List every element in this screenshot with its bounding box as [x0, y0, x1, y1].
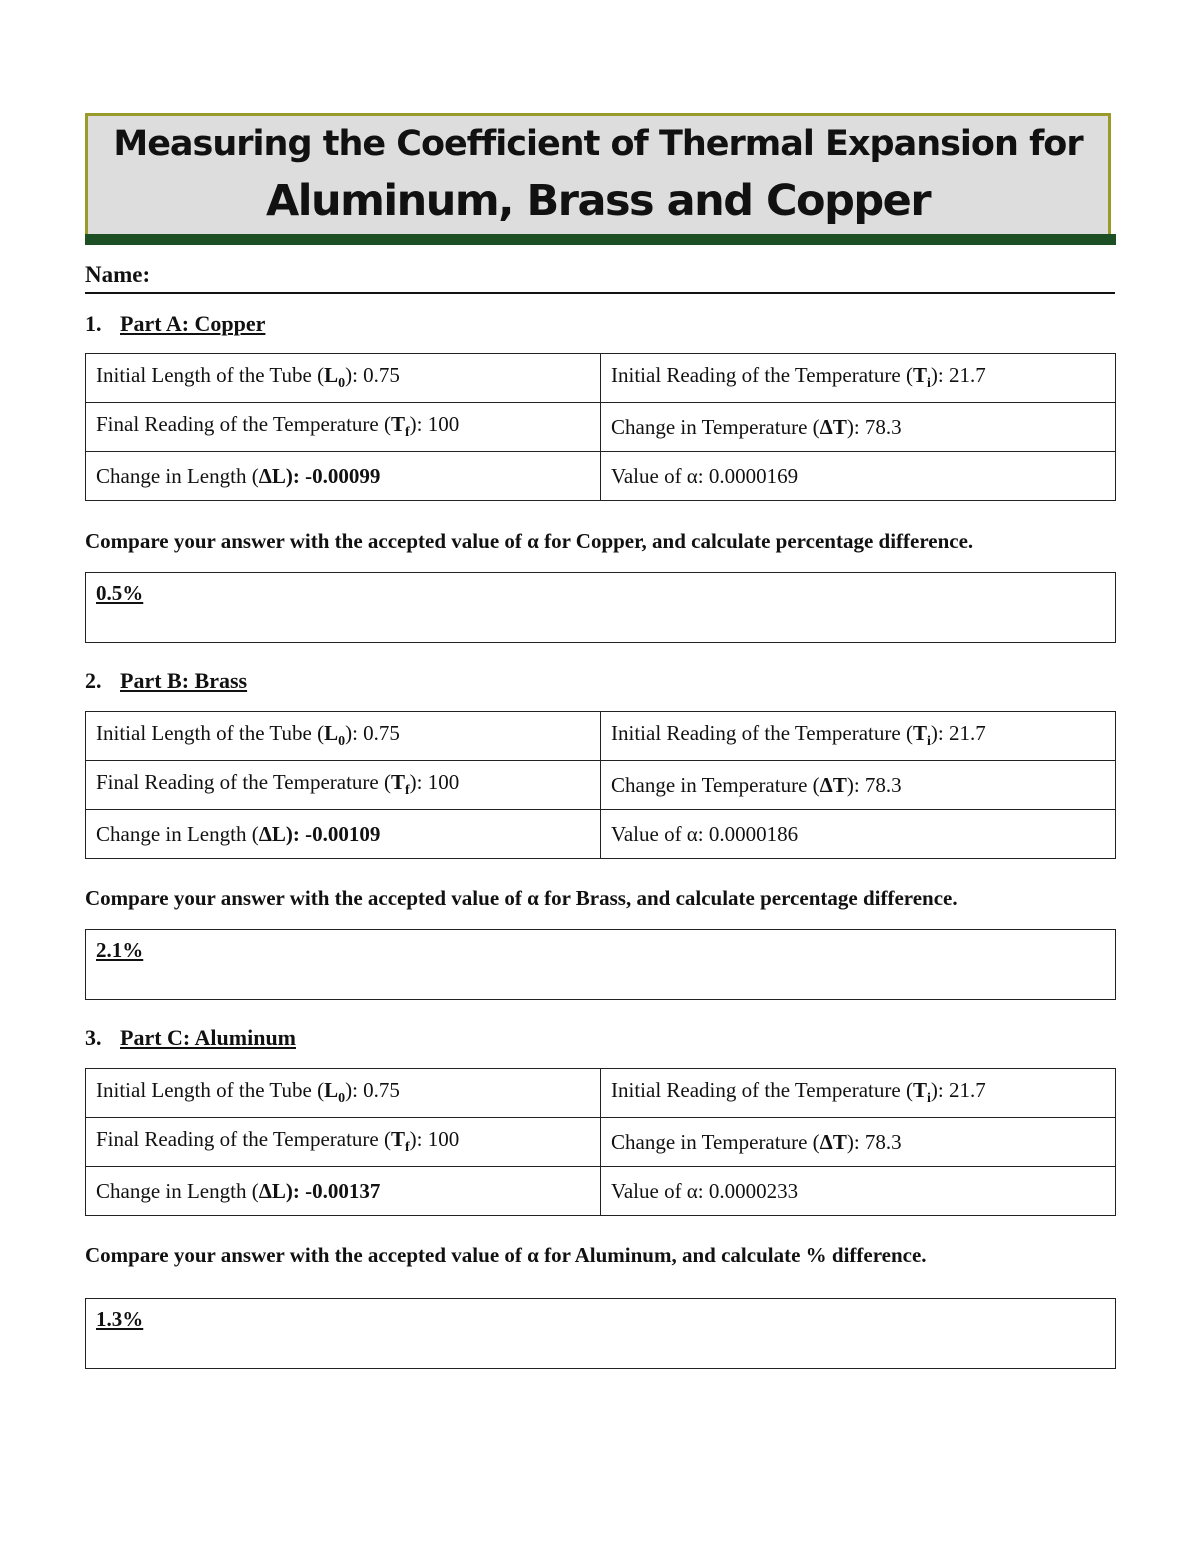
initial-temp-cell: Initial Reading of the Temperature $(T_i)$: 21.7	[601, 354, 1116, 403]
part-a-heading	[85, 311, 265, 337]
final-temp-cell: Final Reading of the Temperature $(T_f)$: 100	[86, 761, 601, 810]
alpha-cell: Value of α: 0.0000233	[601, 1167, 1116, 1216]
alpha-value: 0.0000169	[708, 463, 799, 488]
initial-temp-value: 21.7	[948, 721, 986, 746]
change-temp-cell: Change in Temperature (ΔT): 78.3	[601, 403, 1116, 452]
name-field[interactable]	[85, 262, 1115, 294]
part-title: Part A: Copper	[120, 311, 266, 336]
change-length-cell: Change in Length (ΔL): -0.00099	[86, 452, 601, 501]
change-temp-cell: Change in Temperature (ΔT): 78.3	[601, 1118, 1116, 1167]
initial-length-cell: Initial Length of the Tube $(L_0)$: 0.75	[86, 354, 601, 403]
part-c-table	[85, 1068, 1116, 1216]
change-length-cell: Change in Length (ΔL): -0.00109	[86, 810, 601, 859]
final-temp-value: 100	[427, 770, 460, 795]
change-length-cell: Change in Length (ΔL): -0.00137	[86, 1167, 601, 1216]
part-b-table	[85, 711, 1116, 859]
change-temp-value: 78.3	[864, 772, 902, 797]
table-row	[86, 403, 1116, 452]
title-line-2: Aluminum, Brass and Copper	[265, 176, 931, 226]
part-number: 3.	[85, 1025, 102, 1050]
initial-length-value: 0.75	[363, 363, 400, 388]
part-number: 1.	[85, 311, 102, 336]
final-temp-value: 100	[427, 1127, 460, 1152]
part-b-heading	[85, 668, 247, 694]
initial-length-value: 0.75	[363, 1078, 400, 1103]
alpha-cell: Value of α: 0.0000186	[601, 810, 1116, 859]
change-length-value: -0.00099	[305, 463, 381, 488]
table-row	[86, 354, 1116, 403]
title-line-1: Measuring the Coefficient of Thermal Expansion for	[113, 124, 1083, 164]
part-c-compare-prompt: Compare your answer with the accepted value of α for Aluminum, and calculate % difference.	[85, 1243, 927, 1267]
initial-temp-value: 21.7	[948, 363, 986, 388]
part-c-answer-box[interactable]	[85, 1298, 1116, 1369]
title-underline-bar	[85, 234, 1116, 245]
alpha-cell: Value of α: 0.0000169	[601, 452, 1116, 501]
name-label: Name:	[85, 262, 151, 287]
final-temp-cell: Final Reading of the Temperature $(T_f)$: 100	[86, 403, 601, 452]
part-b-answer: 2.1%	[96, 938, 144, 962]
table-row	[86, 761, 1116, 810]
initial-temp-cell: Initial Reading of the Temperature $(T_i)$: 21.7	[601, 1069, 1116, 1118]
part-b-answer-box[interactable]	[85, 929, 1116, 1000]
initial-temp-cell: Initial Reading of the Temperature $(T_i)$: 21.7	[601, 712, 1116, 761]
initial-length-cell: Initial Length of the Tube $(L_0)$: 0.75	[86, 712, 601, 761]
table-row	[86, 1167, 1116, 1216]
initial-length-value: 0.75	[363, 721, 400, 746]
change-temp-value: 78.3	[864, 414, 902, 439]
table-row	[86, 452, 1116, 501]
change-temp-value: 78.3	[864, 1129, 902, 1154]
part-a-compare-prompt: Compare your answer with the accepted value of α for Copper, and calculate percentage difference.	[85, 529, 974, 553]
change-temp-cell: Change in Temperature (ΔT): 78.3	[601, 761, 1116, 810]
part-number: 2.	[85, 668, 102, 693]
part-a-table	[85, 353, 1116, 501]
part-a-answer-box[interactable]	[85, 572, 1116, 643]
change-length-value: -0.00109	[305, 821, 381, 846]
part-c-answer: 1.3%	[96, 1307, 144, 1331]
final-temp-value: 100	[427, 412, 460, 437]
part-title: Part C: Aluminum	[120, 1025, 296, 1050]
title-banner	[85, 113, 1111, 239]
table-row	[86, 810, 1116, 859]
table-row	[86, 712, 1116, 761]
initial-length-cell: Initial Length of the Tube $(L_0)$: 0.75	[86, 1069, 601, 1118]
alpha-value: 0.0000233	[708, 1178, 799, 1203]
part-a-answer: 0.5%	[96, 581, 144, 605]
part-b-compare-prompt: Compare your answer with the accepted value of α for Brass, and calculate percentage difference.	[85, 886, 958, 910]
part-title: Part B: Brass	[120, 668, 248, 693]
table-row	[86, 1069, 1116, 1118]
table-row	[86, 1118, 1116, 1167]
initial-temp-value: 21.7	[948, 1078, 986, 1103]
final-temp-cell: Final Reading of the Temperature $(T_f)$: 100	[86, 1118, 601, 1167]
change-length-value: -0.00137	[305, 1178, 381, 1203]
part-c-heading	[85, 1025, 296, 1051]
alpha-value: 0.0000186	[708, 821, 799, 846]
